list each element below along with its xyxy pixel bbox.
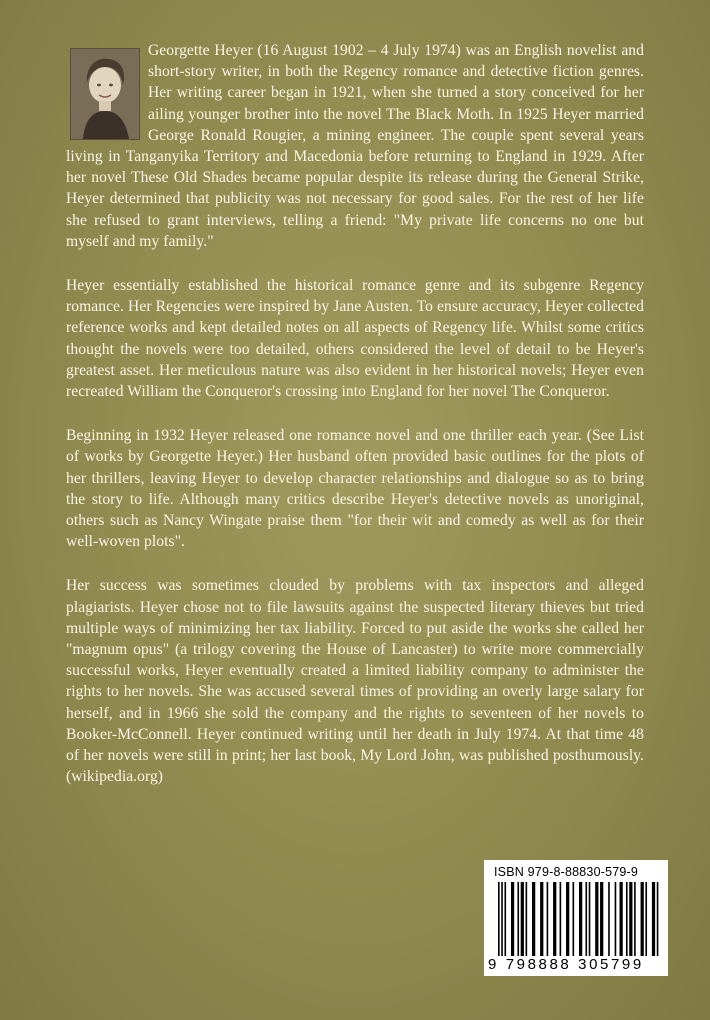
barcode-bar xyxy=(585,882,587,956)
barcode-bar xyxy=(560,882,562,956)
bio-paragraph: Georgette Heyer (16 August 1902 – 4 July 1974) was an English novelist and short-story writer, in both the Regency romance and detective fiction genres. Her writing career began in 1921, when she turned a story conceived for her ailing younger brother into the novel The Black Moth. In 1925 Heyer married George Ronald Rougier, a mining engineer. The couple spent several years living in Tanganyika Territory and Macedonia before returning to England in 1929. After her novel These Old Shades became popular despite its release during the General Strike, Heyer determined that publicity was not necessary for good sales. For the rest of her life she refused to grant interviews, telling a friend: "My private life concerns no one but myself and my family." xyxy=(66,42,644,250)
barcode-bar xyxy=(517,882,519,956)
bio-paragraph: Her success was sometimes clouded by problems with tax inspectors and alleged plagiarists. Heyer chose not to file lawsuits against the suspected literary thieves but tried multiple ways of minimizing her tax liability. Forced to put aside the works she called her "magnum opus" (a trilogy covering the House of Lancaster) to write more commercially successful works, Heyer eventually created a limited liability company to administer the rights to her novels. She was accused several times of providing an overly large salary for herself, and in 1966 she sold the company and the rights to seventeen of her novels to Booker-McConnell. Heyer continued writing until her death in July 1974. At that time 48 of her novels were still in print; her last book, My Lord John, was published posthumously. (wikipedia.org) xyxy=(66,577,644,786)
barcode-bar xyxy=(498,882,500,960)
barcode-bar xyxy=(608,882,610,956)
barcode-bar xyxy=(532,882,535,956)
barcode-digits: 9 798888 305799 xyxy=(488,956,664,973)
barcode-bar xyxy=(521,882,524,956)
barcode-bar xyxy=(641,882,644,956)
barcode-bar xyxy=(504,882,506,956)
barcode-bar xyxy=(553,882,556,956)
barcode-bar xyxy=(645,882,647,956)
barcode-bar xyxy=(600,882,603,956)
barcode-bar xyxy=(501,882,503,960)
barcode-bar xyxy=(652,882,655,956)
barcode-bar xyxy=(540,882,543,956)
barcode-bar xyxy=(547,882,549,956)
bio-paragraph: Beginning in 1932 Heyer released one romance novel and one thriller each year. (See List of works by Georgette Heyer.) Her husband often provided basic outlines for the plots of her thrillers, leaving Heyer to develop character relationships and dialogue so as to bring the story to life. Although many critics describe Heyer's detective novels as unoriginal, others such as Nancy Wingate praise them "for their wit and comedy as well as for their well-woven plots". xyxy=(66,427,644,551)
isbn-label: ISBN 979-8-88830-579-9 xyxy=(494,865,639,879)
barcode-bar xyxy=(620,882,623,956)
barcode-bar xyxy=(589,882,591,956)
isbn-barcode xyxy=(484,860,668,976)
barcode-bar xyxy=(579,882,582,956)
barcode-bar xyxy=(566,882,569,956)
barcode-bars xyxy=(498,882,660,960)
barcode-bar xyxy=(511,882,514,956)
barcode-bar xyxy=(615,882,617,956)
back-cover-text xyxy=(66,40,644,811)
barcode-bar xyxy=(573,882,575,956)
barcode-bar xyxy=(626,882,628,956)
barcode-bar xyxy=(526,882,528,956)
barcode-bar xyxy=(634,882,636,956)
author-portrait-image xyxy=(70,48,140,140)
barcode-bar xyxy=(629,882,632,956)
barcode-bar xyxy=(657,882,659,960)
bio-paragraph: Heyer essentially established the historical romance genre and its subgenre Regency romance. Her Regencies were inspired by Jane Austen. To ensure accuracy, Heyer collected reference works and kept detailed notes on all aspects of Regency life. Whilst some critics thought the novels were too detailed, others considered the level of detail to be Heyer's greatest asset. Her meticulous nature was also evident in her historical novels; Heyer even recreated William the Conqueror's crossing into England for her novel The Conqueror. xyxy=(66,277,644,401)
portrait-icon xyxy=(71,49,139,139)
barcode-bar xyxy=(595,882,598,956)
